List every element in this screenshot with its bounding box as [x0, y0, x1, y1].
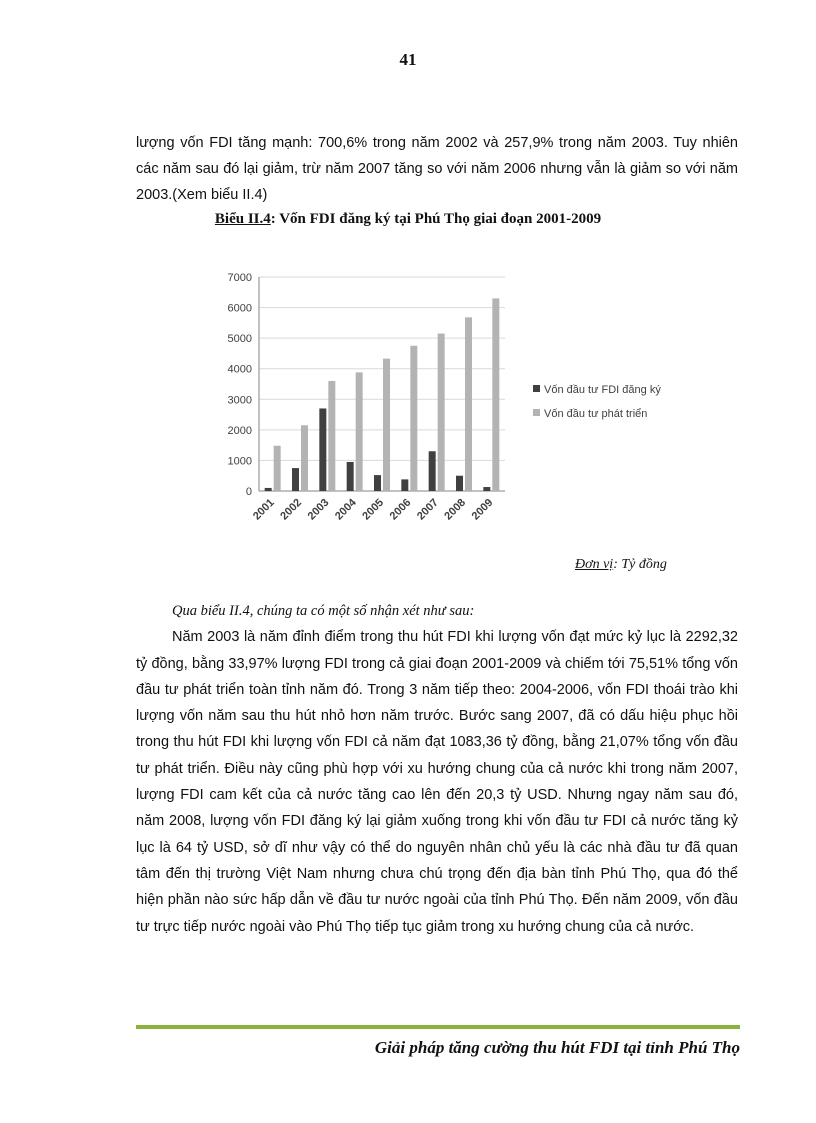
footer-rule [136, 1025, 740, 1029]
footer-title: Giải pháp tăng cường thu hút FDI tại tỉnh Phú Thọ [374, 1038, 740, 1057]
bar-dev-2004 [356, 372, 363, 491]
x-tick-label: 2007 [414, 496, 441, 523]
bar-fdi-2001 [265, 488, 272, 491]
legend-swatch [533, 409, 540, 416]
caption-label: Biểu II.4 [214, 211, 271, 227]
bar-dev-2003 [328, 381, 335, 491]
chart-caption [0, 211, 816, 228]
unit-note [575, 557, 667, 573]
x-tick-label: 2001 [250, 496, 277, 523]
bar-dev-2008 [465, 317, 472, 491]
y-tick-label: 4000 [227, 363, 252, 376]
body-text [136, 598, 738, 940]
y-tick-label: 1000 [227, 455, 252, 468]
x-tick-label: 2003 [305, 496, 332, 523]
legend-label: Vốn đầu tư FDI đăng ký [544, 384, 661, 396]
unit-label: Đơn vị [575, 557, 614, 572]
caption-text: : Vốn FDI đăng ký tại Phú Thọ giai đoạn 2001-2009 [270, 211, 602, 227]
bar-fdi-2007 [429, 451, 436, 491]
y-tick-label: 3000 [227, 394, 252, 407]
bar-dev-2001 [274, 446, 281, 491]
bar-dev-2002 [301, 425, 308, 491]
page-number: 41 [399, 50, 417, 69]
bar-dev-2006 [410, 346, 417, 491]
bar-fdi-2002 [292, 468, 299, 491]
x-tick-label: 2004 [332, 496, 359, 523]
bar-dev-2005 [383, 359, 390, 491]
y-tick-label: 5000 [227, 333, 252, 346]
y-tick-label: 6000 [227, 302, 252, 315]
main-paragraph: Năm 2003 là năm đỉnh điểm trong thu hút FDI khi lượng vốn đạt mức kỷ lục là 2292,32 tỷ đồng, bằng 33,97% lượng FDI trong cả giai đoạn 2001-2009 và chiếm tới 75,51% tổng vốn đầu tư phát triển toàn tỉnh năm đó. Trong 3 năm tiếp theo: 2004-2006, vốn FDI thoái trào khi lượng vốn năm sau thu hút nhỏ hơn năm trước. Bước sang 2007, đã có dấu hiệu phục hồi trong thu hút FDI khi lượng vốn FDI cả năm đạt 1083,36 tỷ đồng, bằng 21,07% tổng vốn đầu tư phát triển. Điều này cũng phù hợp với xu hướng chung của cả nước khi trong năm 2007, lượng FDI cam kết của cả nước tăng cao lên đến 20,3 tỷ USD. Nhưng ngay năm sau đó, năm 2008, lượng vốn FDI đăng ký lại giảm xuống trong khi vốn đầu tư FDI cả nước tăng kỷ lục là 64 tỷ USD, sở dĩ như vậy có thể do nguyên nhân chủ yếu là các nhà đầu tư đã quan tâm đến thị trường Việt Nam nhưng chưa chú trọng đến địa bàn tỉnh Phú Thọ, qua đó thể hiện phần nào sức hấp dẫn về đầu tư nước ngoài của tỉnh Phú Thọ. Đến năm 2009, vốn đầu tư trực tiếp nước ngoài vào Phú Thọ tiếp tục giảm trong xu hướng chung của cả nước. [136, 629, 738, 935]
unit-value: : Tỷ đồng [613, 557, 667, 572]
bar-fdi-2008 [456, 476, 463, 491]
bar-dev-2009 [492, 298, 499, 491]
x-tick-label: 2009 [469, 496, 496, 523]
bar-fdi-2003 [319, 408, 326, 491]
remarks-heading: Qua biểu II.4, chúng ta có một số nhận xét như sau: [172, 603, 475, 619]
legend-swatch [533, 385, 540, 392]
bar-fdi-2004 [347, 462, 354, 491]
bar-dev-2007 [438, 334, 445, 491]
intro-paragraph: lượng vốn FDI tăng mạnh: 700,6% trong năm 2002 và 257,9% trong năm 2003. Tuy nhiên các năm sau đó lại giảm, trừ năm 2007 tăng so với năm 2006 nhưng vẫn là giảm so với năm 2003.(Xem biểu II.4) [136, 135, 738, 203]
x-tick-label: 2005 [360, 496, 387, 523]
y-tick-label: 7000 [227, 272, 252, 284]
x-tick-label: 2008 [442, 496, 469, 523]
bar-fdi-2009 [483, 487, 490, 491]
bar-fdi-2005 [374, 475, 381, 491]
y-tick-label: 0 [245, 486, 252, 498]
fdi-bar-chart [205, 258, 661, 543]
bar-fdi-2006 [401, 479, 408, 491]
x-tick-label: 2006 [387, 496, 414, 523]
legend-label: Vốn đầu tư phát triển [544, 408, 648, 420]
x-tick-label: 2002 [278, 496, 305, 523]
y-tick-label: 2000 [227, 424, 252, 437]
